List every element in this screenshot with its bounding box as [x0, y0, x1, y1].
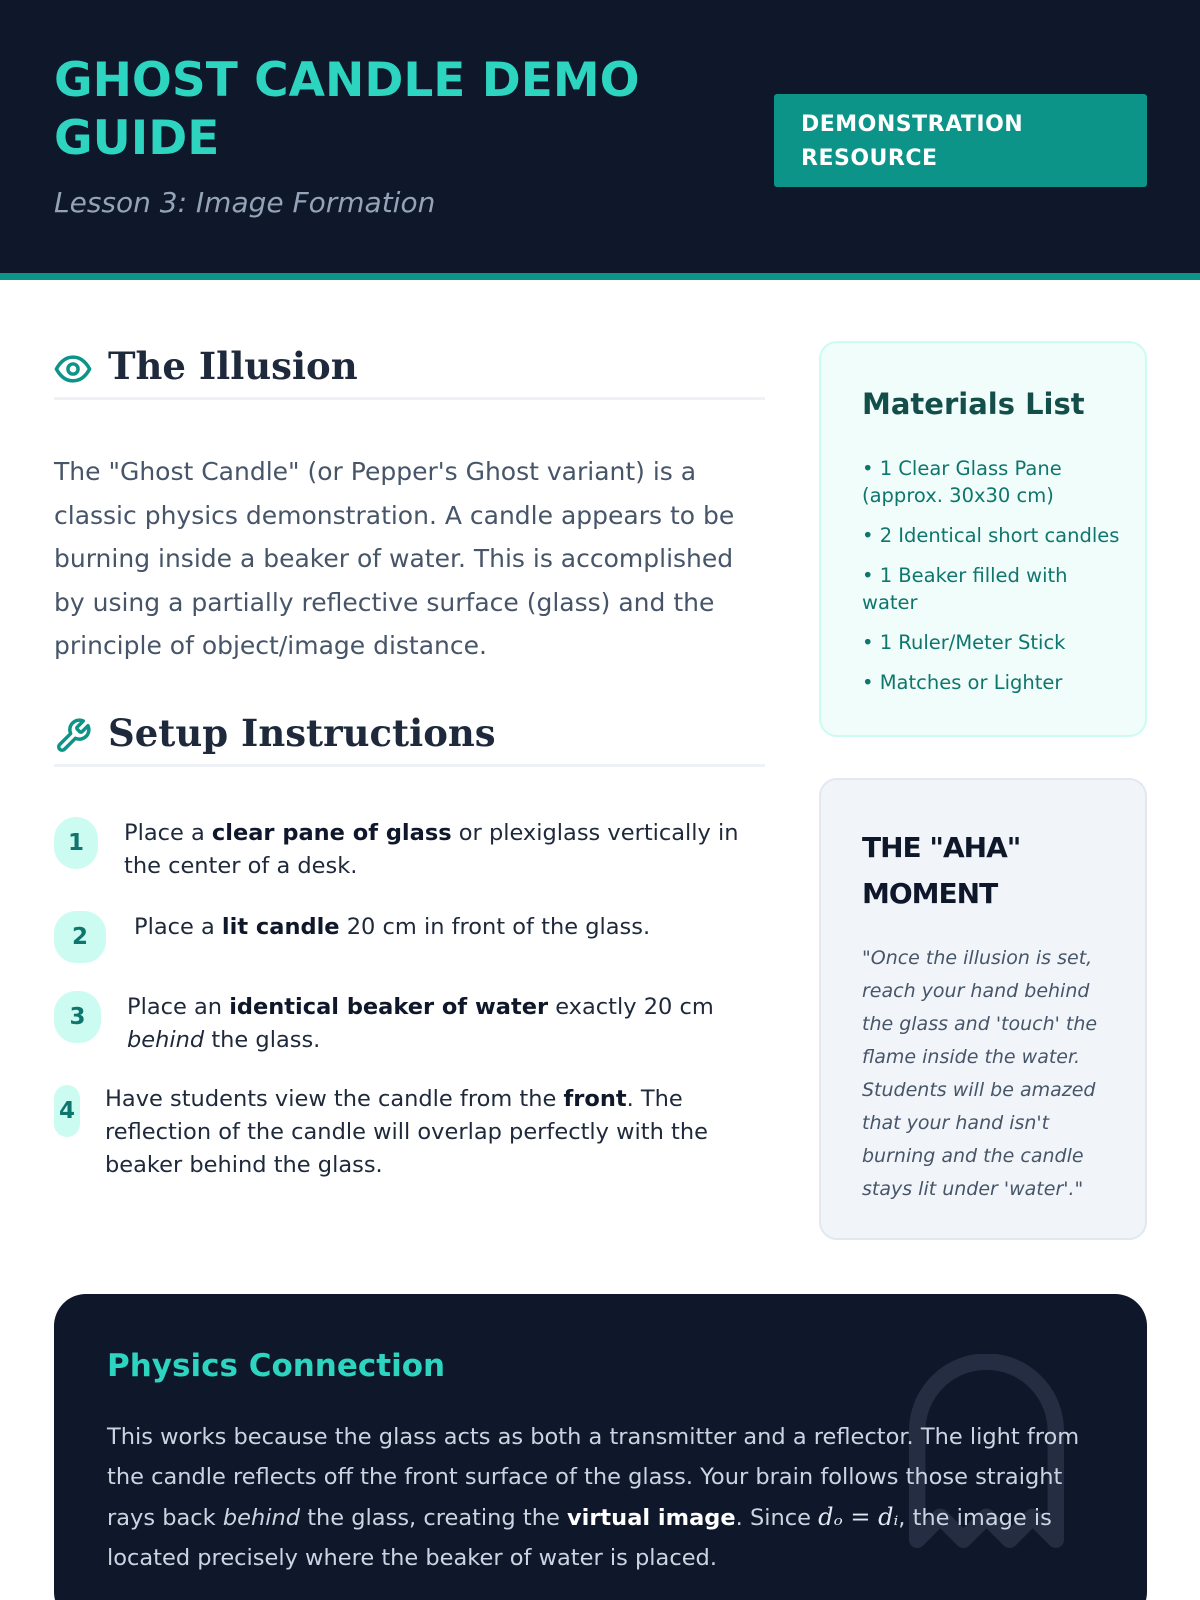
step-number: 2 [54, 911, 106, 963]
physics-title: Physics Connection [107, 1348, 446, 1384]
step-text: Place a lit candle 20 cm in front of the glass. [134, 914, 651, 940]
list-item: • 1 Ruler/Meter Stick [862, 631, 1066, 654]
materials-card [819, 341, 1147, 737]
step-number: 4 [54, 1085, 80, 1137]
materials-list [862, 455, 1122, 709]
eye-icon [54, 350, 92, 388]
aha-title: THE "AHA" MOMENT [862, 831, 1021, 910]
step-text: Place an identical beaker of water exactly 20 cm behind the glass. [127, 994, 714, 1053]
setup-section-heading [54, 707, 765, 767]
page-title: GHOST CANDLE DEMO GUIDE [54, 53, 640, 166]
step-number: 3 [54, 991, 101, 1043]
page-header [0, 0, 1200, 280]
materials-title: Materials List [862, 387, 1085, 421]
list-item: • 1 Clear Glass Pane (approx. 30x30 cm) [862, 457, 1062, 507]
illusion-section-heading [54, 340, 765, 400]
resource-badge: DEMONSTRATION RESOURCE [774, 94, 1147, 187]
physics-box [54, 1294, 1147, 1600]
physics-body: This works because the glass acts as both a transmitter and a reflector. The light from the candle reflects off the front surface of the glass. Your brain follows those straight rays back behind the glass, creating the virtual image. Since dₒ = dᵢ, the image is located precisely where the beaker of water is placed. [107, 1424, 1080, 1571]
step-text: Have students view the candle from the front. The reflection of the candle will overlap perfectly with the beaker behind the glass. [105, 1086, 708, 1178]
wrench-icon [54, 717, 92, 755]
step-number: 1 [54, 817, 98, 869]
aha-card [819, 778, 1147, 1240]
step-text: Place a clear pane of glass or plexiglass vertically in the center of a desk. [124, 820, 739, 879]
illusion-heading: The Illusion [108, 344, 358, 388]
aha-quote: "Once the illusion is set, reach your hand behind the glass and 'touch' the flame inside the water. Students will be amazed that your hand isn't burning and the candle stays lit under 'water'." [862, 947, 1098, 1200]
list-item: • 2 Identical short candles [862, 524, 1120, 547]
setup-heading: Setup Instructions [108, 711, 496, 755]
list-item: • Matches or Lighter [862, 671, 1063, 694]
lesson-subtitle: Lesson 3: Image Formation [54, 186, 436, 219]
illusion-body: The "Ghost Candle" (or Pepper's Ghost variant) is a classic physics demonstration. A candle appears to be burning inside a beaker of water. This is accomplished by using a partially reflective surface (glass) and the principle of object/image distance. [54, 457, 735, 660]
distance-equation: dₒ = dᵢ [818, 1503, 899, 1531]
list-item: • 1 Beaker filled with water [862, 564, 1068, 614]
